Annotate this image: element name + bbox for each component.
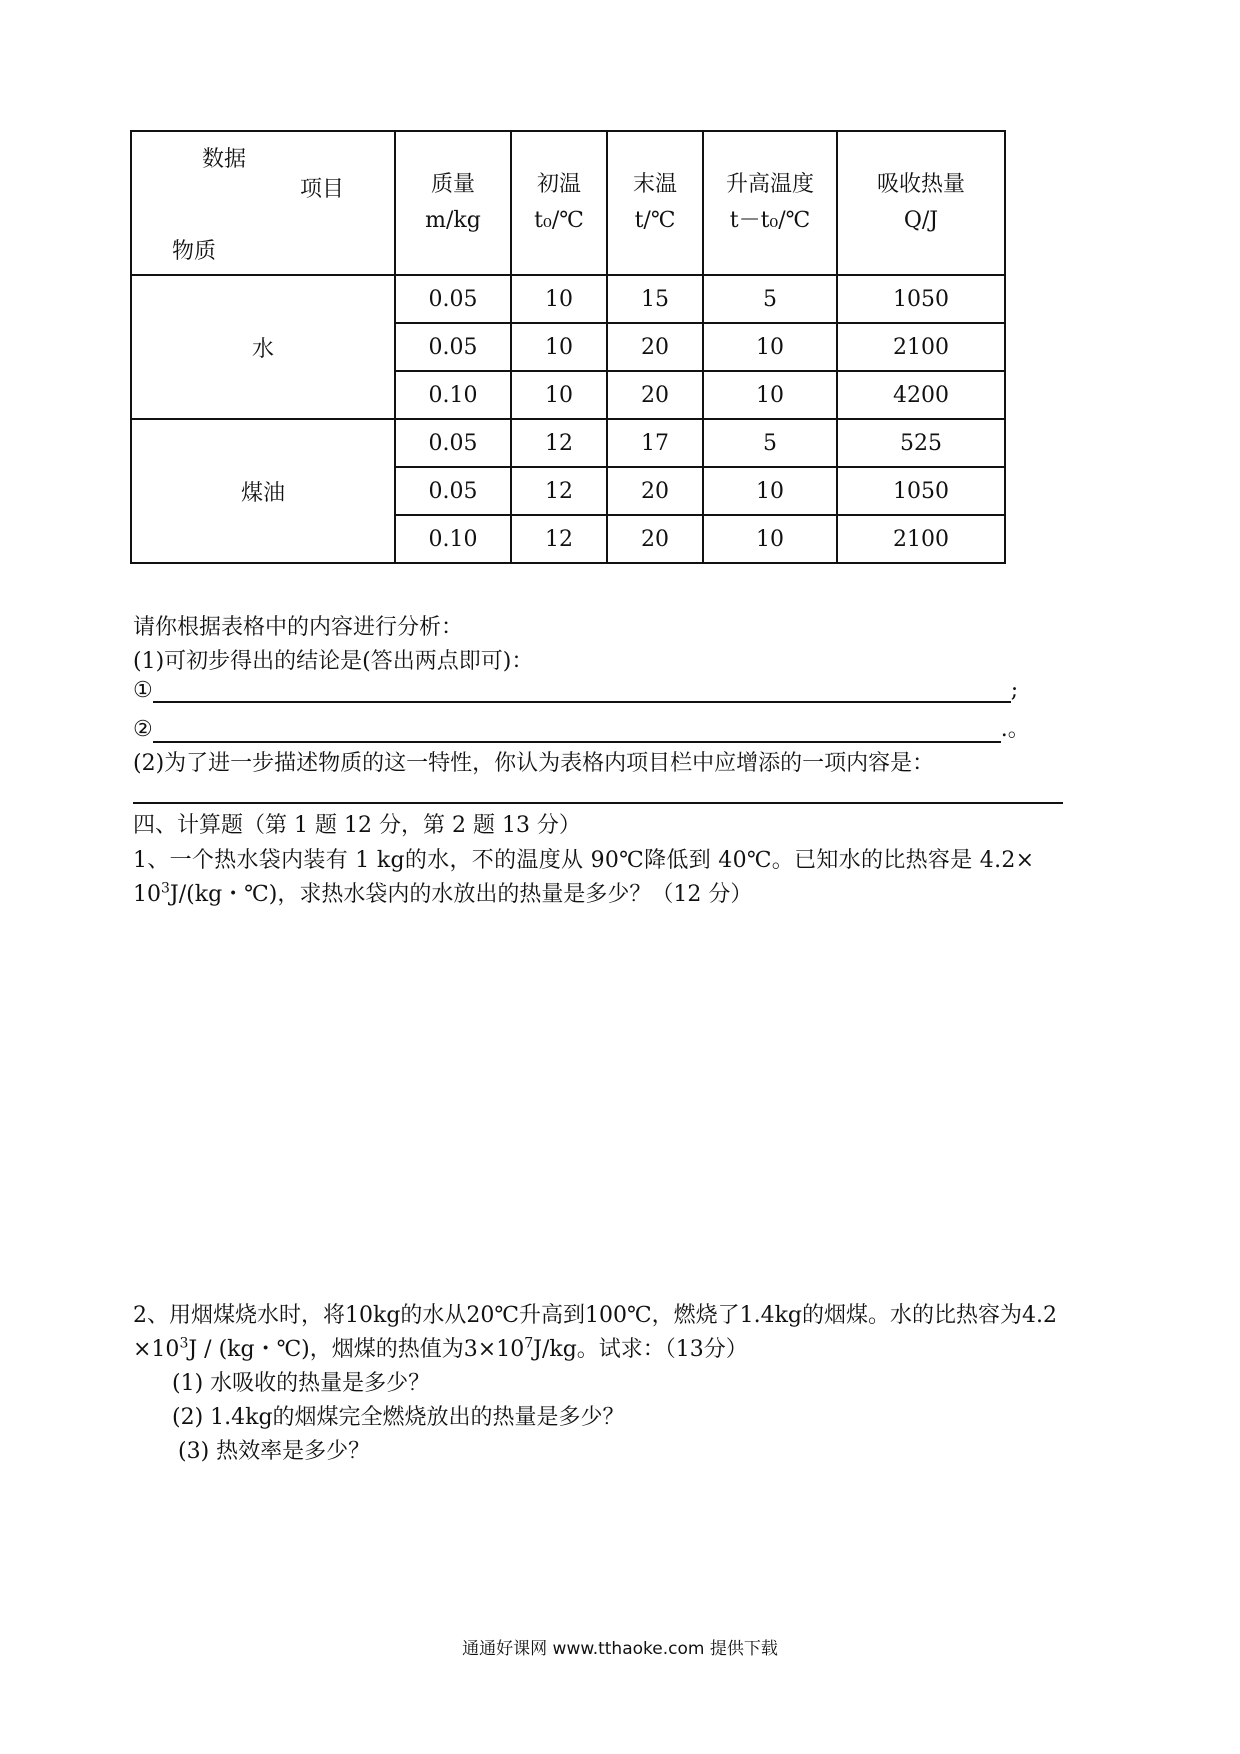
cell-initial-temp: 10 (511, 275, 607, 323)
cell-heat: 2100 (837, 515, 1005, 563)
cell-temp-rise: 5 (703, 275, 837, 323)
answer-blank-3[interactable] (133, 782, 1063, 804)
p2-rest: J/kg。试求：（13分） (533, 1337, 748, 1362)
cell-heat: 2100 (837, 323, 1005, 371)
header-heat-absorbed (837, 131, 1005, 275)
cell-heat: 4200 (837, 371, 1005, 419)
cell-temp-rise: 10 (703, 323, 837, 371)
cell-temp-rise: 10 (703, 467, 837, 515)
question-2: (2)为了进一步描述物质的这一特性，你认为表格内项目栏中应增添的一项内容是： (133, 751, 935, 776)
analysis-intro: 请你根据表格中的内容进行分析： (133, 615, 464, 640)
table-header-row (131, 131, 1005, 275)
p2-exp-1: 3 (179, 1335, 189, 1352)
problem-1-line-2 (133, 877, 752, 908)
sub-question-2: (2) 1.4kg的烟煤完全燃烧放出的热量是多少？ (172, 1405, 625, 1430)
header-final-temp (607, 131, 703, 275)
cell-heat: 525 (837, 419, 1005, 467)
header-mass (395, 131, 511, 275)
cell-mass: 0.05 (395, 419, 511, 467)
cell-final-temp: 15 (607, 275, 703, 323)
cell-heat: 1050 (837, 467, 1005, 515)
header-mass-name: 质量 (430, 172, 475, 197)
cell-mass: 0.10 (395, 515, 511, 563)
header-heat-name: 吸收热量 (876, 172, 965, 197)
page-footer: 通通好课网 www.tthaoke.com 提供下载 (462, 1639, 778, 1659)
problem-1-line-1: 1、一个热水袋内装有 1 kg的水，不的温度从 90℃降低到 40℃。已知水的比热容是 4.2× (133, 848, 1035, 873)
p1-exp: 3 (161, 880, 170, 897)
substance-cell-kerosene: 煤油 (131, 419, 395, 563)
cell-temp-rise: 5 (703, 419, 837, 467)
corner-data-label: 数据 (202, 147, 247, 172)
sub-question-3: (3) 热效率是多少？ (178, 1439, 371, 1464)
answer-blank-1[interactable] (153, 679, 1011, 703)
blank2-end: .。 (1000, 717, 1030, 742)
cell-heat: 1050 (837, 275, 1005, 323)
cell-mass: 0.05 (395, 467, 511, 515)
problem-2-line-2 (133, 1332, 748, 1363)
circled-two: ② (133, 717, 153, 742)
p1-ten: 10 (133, 882, 161, 907)
cell-initial-temp: 12 (511, 467, 607, 515)
table-row (131, 419, 1005, 467)
cell-mass: 0.10 (395, 371, 511, 419)
header-temp-rise (703, 131, 837, 275)
header-heat-unit: Q/J (903, 208, 939, 233)
cell-final-temp: 20 (607, 371, 703, 419)
cell-final-temp: 20 (607, 467, 703, 515)
p2-times-ten: ×10 (133, 1337, 180, 1362)
p1-rest: J/(kg・℃)，求热水袋内的水放出的热量是多少？（12 分） (169, 882, 753, 907)
header-initial-temp-name: 初温 (536, 172, 581, 197)
blank1-end: ; (1010, 678, 1019, 703)
cell-initial-temp: 12 (511, 419, 607, 467)
cell-temp-rise: 10 (703, 515, 837, 563)
corner-item-label: 项目 (300, 177, 345, 202)
cell-mass: 0.05 (395, 323, 511, 371)
answer-blank-2[interactable] (153, 719, 1001, 743)
cell-initial-temp: 12 (511, 515, 607, 563)
table-row (131, 275, 1005, 323)
header-temp-rise-unit: t－t₀/℃ (729, 208, 811, 233)
header-mass-unit: m/kg (425, 208, 481, 233)
header-initial-temp (511, 131, 607, 275)
data-table (130, 130, 1006, 564)
circled-one: ① (133, 678, 153, 703)
header-final-temp-name: 末温 (632, 172, 677, 197)
p2-exp-2: 7 (524, 1335, 534, 1352)
cell-mass: 0.05 (395, 275, 511, 323)
cell-initial-temp: 10 (511, 323, 607, 371)
p2-mid: J / (kg・℃)，烟煤的热值为3×10 (188, 1337, 525, 1362)
answer-line-1 (133, 678, 1018, 703)
header-temp-rise-name: 升高温度 (725, 172, 814, 197)
cell-final-temp: 20 (607, 323, 703, 371)
substance-cell-water: 水 (131, 275, 395, 419)
cell-initial-temp: 10 (511, 371, 607, 419)
header-initial-temp-unit: t₀/℃ (534, 208, 584, 233)
sub-question-1: (1) 水吸收的热量是多少？ (172, 1371, 431, 1396)
cell-final-temp: 17 (607, 419, 703, 467)
answer-line-2 (133, 712, 1030, 743)
cell-temp-rise: 10 (703, 371, 837, 419)
corner-header-cell (131, 131, 395, 275)
question-1: (1)可初步得出的结论是(答出两点即可)： (133, 649, 534, 674)
cell-final-temp: 20 (607, 515, 703, 563)
corner-substance-label: 物质 (172, 239, 217, 264)
header-final-temp-unit: t/℃ (634, 208, 676, 233)
section-title: 四、计算题（第 1 题 12 分，第 2 题 13 分） (133, 813, 581, 838)
problem-2-line-1: 2、用烟煤烧水时，将10kg的水从20℃升高到100℃，燃烧了1.4kg的烟煤。水的比热容为4.2 (133, 1303, 1058, 1328)
